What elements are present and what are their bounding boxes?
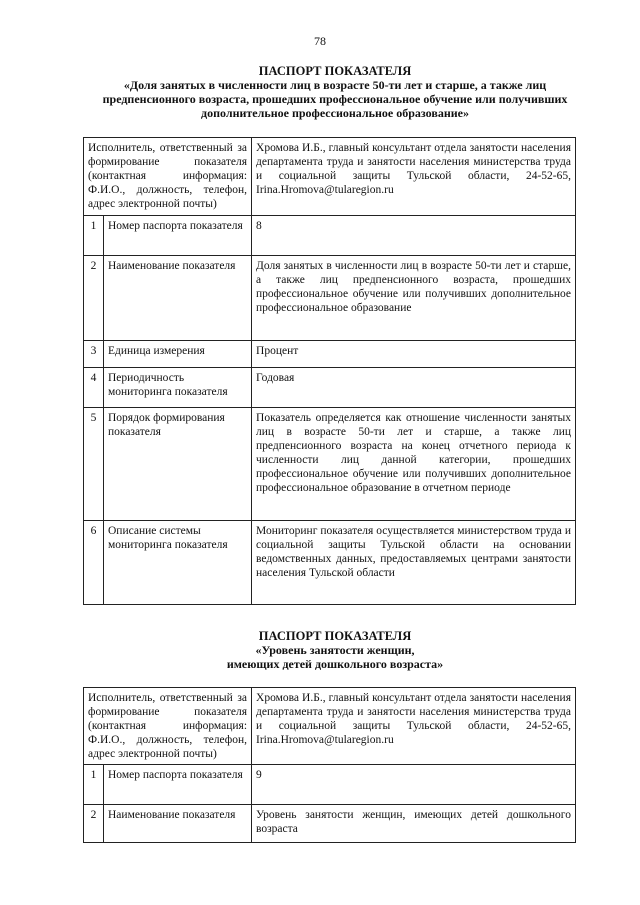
row-value: Годовая bbox=[252, 368, 576, 408]
row-number: 6 bbox=[84, 521, 104, 605]
passport-2-heading: ПАСПОРТ ПОКАЗАТЕЛЯ bbox=[258, 629, 412, 643]
passport-1-subtitle: «Доля занятых в численности лиц в возрасте 50-ти лет и старше, а также лиц предпенсионного возраста, прошедших профессиональное обучение или получивших дополнительное профессиональное образование» bbox=[102, 78, 568, 120]
row-number: 2 bbox=[84, 256, 104, 341]
row-label: Периодичность мониторинга показателя bbox=[104, 368, 252, 408]
passport-2-subtitle-line2: имеющих детей дошкольного возраста» bbox=[226, 657, 444, 671]
row-label: Номер паспорта показателя bbox=[104, 216, 252, 256]
passport-2-subtitle-line1: «Уровень занятости женщин, bbox=[255, 643, 415, 657]
row-number: 1 bbox=[84, 765, 104, 805]
table-row bbox=[84, 805, 576, 843]
passport-1-table bbox=[83, 137, 576, 605]
passport-2-table bbox=[83, 687, 576, 843]
row-value: 8 bbox=[252, 216, 576, 256]
executor-value: Хромова И.Б., главный консультант отдела занятости населения департамента труда и занятости населения министерства труда и социальной защиты Тульской области, 24-52-65, Irina.Hromova@tularegion.ru bbox=[252, 688, 576, 765]
row-label: Единица измерения bbox=[104, 341, 252, 368]
table-row bbox=[84, 765, 576, 805]
executor-value: Хромова И.Б., главный консультант отдела занятости населения департамента труда и занятости населения министерства труда и социальной защиты Тульской области, 24-52-65, Irina.Hromova@tularegion.ru bbox=[252, 138, 576, 216]
row-label: Описание системы мониторинга показателя bbox=[104, 521, 252, 605]
table-row bbox=[84, 256, 576, 341]
row-value: Уровень занятости женщин, имеющих детей дошкольного возраста bbox=[252, 805, 576, 843]
table-row bbox=[84, 216, 576, 256]
row-number: 1 bbox=[84, 216, 104, 256]
page-number: 78 bbox=[314, 34, 326, 48]
table-row bbox=[84, 368, 576, 408]
row-label: Наименование показателя bbox=[104, 256, 252, 341]
table-row bbox=[84, 408, 576, 521]
row-value: Процент bbox=[252, 341, 576, 368]
executor-label: Исполнитель, ответственный за формирование показателя (контактная информация: Ф.И.О., должность, телефон, адрес электронной почты) bbox=[84, 138, 252, 216]
passport-2-title bbox=[82, 629, 588, 671]
row-number: 4 bbox=[84, 368, 104, 408]
row-number: 3 bbox=[84, 341, 104, 368]
passport-1-title bbox=[82, 64, 588, 120]
row-value: Показатель определяется как отношение численности занятых лиц в возрасте 50-ти лет и старше, а также лиц предпенсионного возраста на конец отчетного периода к численности лиц данной категории, прошедших профессиональное обучение или получивших дополнительное профессиональное образование в отчетном периоде bbox=[252, 408, 576, 521]
passport-1-heading: ПАСПОРТ ПОКАЗАТЕЛЯ bbox=[258, 64, 412, 78]
executor-row bbox=[84, 138, 576, 216]
executor-row bbox=[84, 688, 576, 765]
row-label: Наименование показателя bbox=[104, 805, 252, 843]
table-row bbox=[84, 341, 576, 368]
row-number: 5 bbox=[84, 408, 104, 521]
row-label: Порядок формирования показателя bbox=[104, 408, 252, 521]
row-value: Мониторинг показателя осуществляется министерством труда и социальной защиты Тульской области на основании ведомственных данных, предоставляемых центрами занятости населения Тульской области bbox=[252, 521, 576, 605]
row-value: Доля занятых в численности лиц в возрасте 50-ти лет и старше, а также лиц предпенсионного возраста, прошедших профессиональное обучение или получивших дополнительное профессиональное образование bbox=[252, 256, 576, 341]
row-number: 2 bbox=[84, 805, 104, 843]
table-row bbox=[84, 521, 576, 605]
row-label: Номер паспорта показателя bbox=[104, 765, 252, 805]
row-value: 9 bbox=[252, 765, 576, 805]
executor-label: Исполнитель, ответственный за формирование показателя (контактная информация: Ф.И.О., должность, телефон, адрес электронной почты) bbox=[84, 688, 252, 765]
